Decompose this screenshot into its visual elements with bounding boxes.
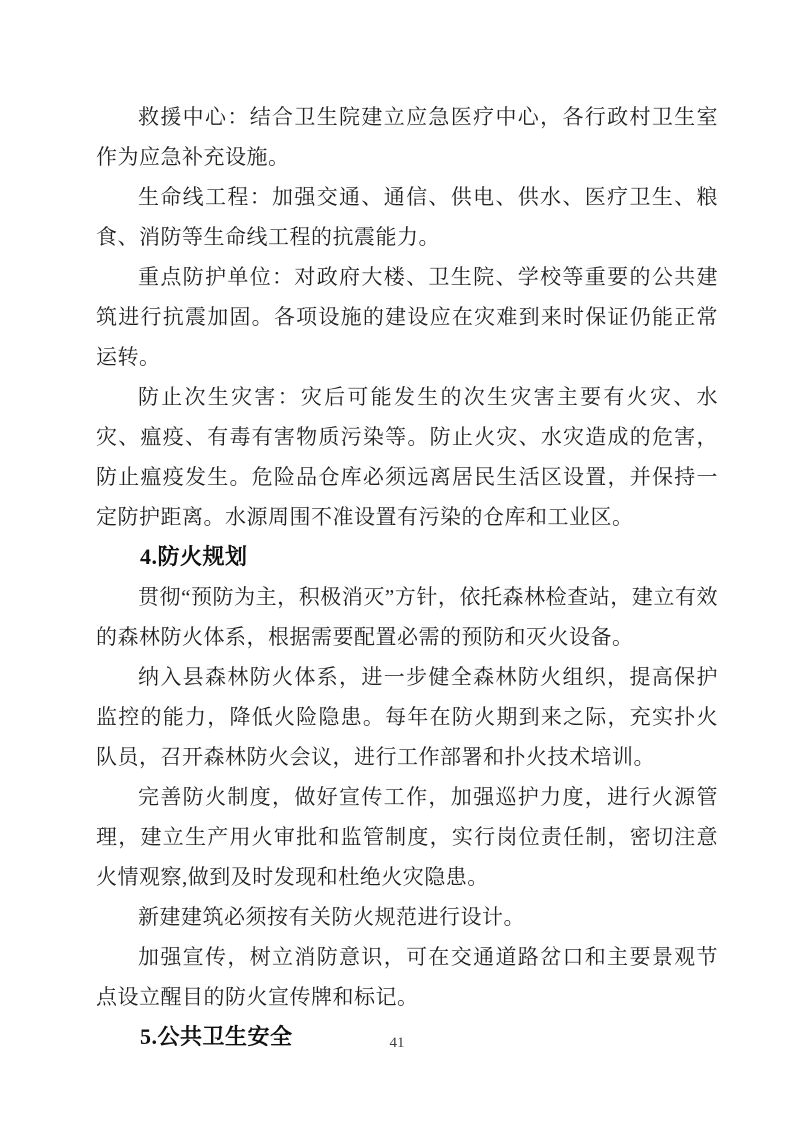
- paragraph: 救援中心：结合卫生院建立应急医疗中心，各行政村卫生室作为应急补充设施。: [96, 105, 718, 169]
- paragraph: 纳入县森林防火体系，进一步健全森林防火组织，提高保护监控的能力，降低火险隐患。每年在防火期到来之际，充实扑火队员，召开森林防火会议，进行工作部署和扑火技术培训。: [96, 665, 718, 769]
- paragraph: 加强宣传，树立消防意识，可在交通道路岔口和主要景观节点设立醒目的防火宣传牌和标记。: [96, 945, 718, 1009]
- paragraph: 生命线工程：加强交通、通信、供电、供水、医疗卫生、粮食、消防等生命线工程的抗震能力。: [96, 185, 718, 249]
- paragraph: 贯彻“预防为主，积极消灭”方针，依托森林检查站，建立有效的森林防火体系，根据需要配置必需的预防和灭火设备。: [96, 585, 718, 649]
- paragraph: 重点防护单位：对政府大楼、卫生院、学校等重要的公共建筑进行抗震加固。各项设施的建设应在灾难到来时保证仍能正常运转。: [96, 265, 718, 369]
- section-heading: 5.公共卫生安全: [140, 1024, 293, 1049]
- page-number: 41: [389, 1035, 405, 1051]
- paragraph: 新建建筑必须按有关防火规范进行设计。: [138, 905, 525, 929]
- paragraph: 完善防火制度，做好宣传工作，加强巡护力度，进行火源管理，建立生产用火审批和监管制度，实行岗位责任制，密切注意火情观察,做到及时发现和杜绝火灾隐患。: [96, 785, 718, 889]
- paragraph: 防止次生灾害：灾后可能发生的次生灾害主要有火灾、水灾、瘟疫、有毒有害物质污染等。防止火灾、水灾造成的危害，防止瘟疫发生。危险品仓库必须远离居民生活区设置，并保持一定防护距离。水源周围不准设置有污染的仓库和工业区。: [96, 385, 718, 529]
- page-body: [96, 97, 718, 1057]
- section-heading: 4.防火规划: [140, 544, 248, 569]
